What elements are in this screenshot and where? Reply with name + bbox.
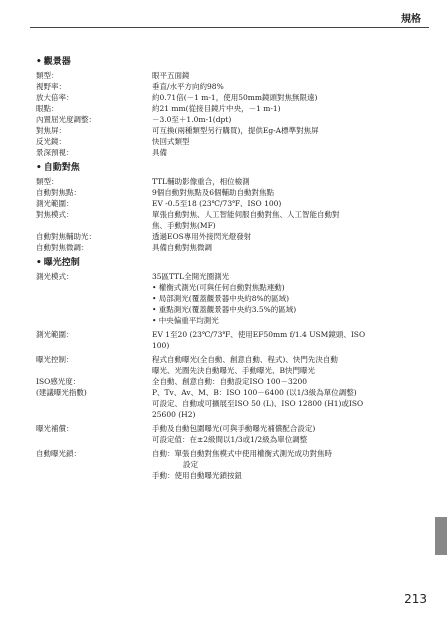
spec-row xyxy=(36,176,431,187)
spec-value: TTL輔助影像重合，相位檢測 xyxy=(152,177,250,186)
spec-label: 眼點： xyxy=(36,104,59,113)
spec-value: 約0.71倍(－1 m-1，使用50mm鏡頭對焦無限遠) xyxy=(152,93,318,102)
spec-row xyxy=(36,92,431,103)
spec-row xyxy=(36,376,431,387)
spec-label: 自動曝光鎖： xyxy=(36,449,81,458)
spec-content xyxy=(36,56,431,481)
spec-row xyxy=(36,423,431,445)
spec-label: (建議曝光指數) xyxy=(36,388,87,397)
spec-value: EV -0.5至18 (23℃/73℉、ISO 100) xyxy=(152,199,282,208)
spec-row xyxy=(36,198,431,209)
spec-row xyxy=(36,329,431,351)
bullet-icon: • xyxy=(36,258,42,268)
spec-label: 自動對焦輔助光： xyxy=(36,232,96,241)
spec-row xyxy=(36,103,431,114)
spec-value: 程式自動曝光(全自動、創意自動、程式)、快門先決自動 曝光、光圈先決自動曝光、手動曝光、B快門曝光 xyxy=(152,355,338,375)
spec-row xyxy=(36,147,431,158)
spec-row xyxy=(36,114,431,125)
spec-value: －3.0至＋1.0m-1(dpt) xyxy=(152,115,232,124)
spec-row xyxy=(36,209,431,231)
spec-value: 快回式類型 xyxy=(152,137,190,146)
spec-value: P、Tv、Av、M、B：ISO 100－6400 (以1/3級為單位調整) 可設定、自動或可擴展至ISO 50 (L)、ISO 12800 (H1)或ISO 25600 (H2) xyxy=(152,388,364,419)
spec-label: 測光範圍： xyxy=(36,199,74,208)
spec-row xyxy=(36,242,431,253)
spec-label: 景深預視： xyxy=(36,148,74,157)
spec-label: 測光模式： xyxy=(36,272,74,281)
spec-label: 測光範圍： xyxy=(36,330,74,339)
spec-label: 曝光補償： xyxy=(36,424,74,433)
spec-value: 具備 xyxy=(152,148,167,157)
list-item: • 權衡式測光(可與任何自動對焦點連動) xyxy=(152,283,285,292)
spec-label: 對焦模式： xyxy=(36,210,74,219)
list-item: • 局部測光(覆蓋觀景器中央約8%的區域) xyxy=(152,294,290,303)
list-item: • 重點測光(覆蓋觀景器中央約3.5%的區域) xyxy=(152,305,297,314)
spec-label: 視野率： xyxy=(36,82,66,91)
spec-label: 反光鏡： xyxy=(36,137,66,146)
spec-value: 可互換(兩種類型另行購買)，提供Eg-A標準對焦屏 xyxy=(152,126,319,135)
spec-value: 全自動、創意自動：自動設定ISO 100－3200 xyxy=(152,377,308,386)
spec-row xyxy=(36,448,431,481)
page-number: 213 xyxy=(404,592,427,606)
spec-label: 類型： xyxy=(36,71,59,80)
spec-label: ISO感光度： xyxy=(36,377,81,386)
spec-row xyxy=(36,136,431,147)
spec-row xyxy=(36,354,431,376)
spec-value: EV 1至20 (23℃/73℉、使用EF50mm f/1.4 USM鏡頭、ISO 100) xyxy=(152,330,366,350)
section-title-exposure: • 曝光控制 xyxy=(36,258,80,268)
spec-value: 透過EOS專用外接閃光燈發射 xyxy=(152,232,252,241)
spec-row xyxy=(36,125,431,136)
bullet-icon: • xyxy=(36,57,42,67)
bullet-icon: • xyxy=(36,163,42,173)
spec-row xyxy=(36,271,431,326)
chapter-tab xyxy=(435,517,447,555)
section-title-autofocus: • 自動對焦 xyxy=(36,163,80,173)
spec-value: 眼平五面鏡 xyxy=(152,71,190,80)
spec-label: 自動對焦微調： xyxy=(36,243,89,252)
spec-value: 自動：單張自動對焦模式中使用權衡式測光成功對焦時 設定 手動：使用自動曝光鎖按鈕 xyxy=(152,449,332,480)
running-header: 規格 xyxy=(401,14,421,25)
spec-row xyxy=(36,387,431,420)
spec-value: 35區TTL全開光圈測光 • 權衡式測光(可與任何自動對焦點連動) • 局部測光(覆蓋觀景器中央約8%的區域) • 重點測光(覆蓋觀景器中央約3.5%的區域) • 中央偏重平均測光 xyxy=(152,271,431,326)
spec-label: 類型： xyxy=(36,177,59,186)
spec-row xyxy=(36,81,431,92)
spec-label: 曝光控制： xyxy=(36,355,74,364)
spec-value: 手動及自動包圍曝光(可與手動曝光補償配合設定) 可設定值：在±2級間以1/3或1/2級為單位調整 xyxy=(152,424,316,444)
spec-row xyxy=(36,231,431,242)
list-item: • 中央偏重平均測光 xyxy=(152,316,219,325)
spec-label: 對焦屏： xyxy=(36,126,66,135)
spec-value: 單張自動對焦、人工智能伺服自動對焦、人工智能自動對 焦、手動對焦(MF) xyxy=(152,210,340,230)
spec-value: 具備自動對焦微調 xyxy=(152,243,212,252)
spec-value: 垂直/水平方向約98% xyxy=(152,82,224,91)
header-rule xyxy=(30,27,429,28)
spec-row xyxy=(36,70,431,81)
section-title-viewfinder: • 觀景器 xyxy=(36,57,71,67)
spec-value: 9個自動對焦點及6個輔助自動對焦點 xyxy=(152,188,275,197)
spec-label: 放大倍率： xyxy=(36,93,74,102)
spec-label: 自動對焦點： xyxy=(36,188,81,197)
spec-row xyxy=(36,187,431,198)
spec-value: 約21 mm(從接目鏡片中央，－1 m-1) xyxy=(152,104,281,113)
spec-label: 內置屈光度調整： xyxy=(36,115,96,124)
